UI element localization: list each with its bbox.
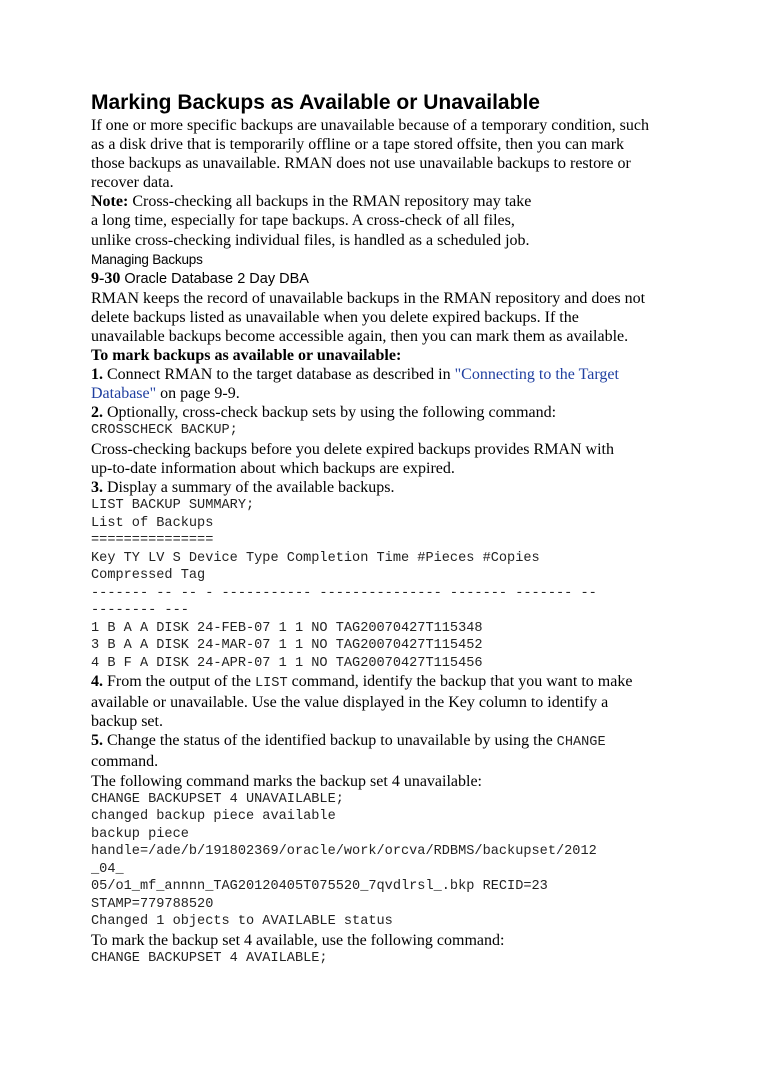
inline-code: LIST xyxy=(254,676,288,692)
step-number: 5. xyxy=(91,732,103,750)
step-text: Connect RMAN to the target database as described in xyxy=(103,366,455,384)
step-text: Display a summary of the available backups. xyxy=(103,479,395,496)
code-line: 05/o1_mf_annnn_TAG20120405T075520_7qvdlrsl_.bkp RECID=23 xyxy=(91,879,548,895)
code-line: CROSSCHECK BACKUP; xyxy=(91,423,238,439)
running-header-page xyxy=(91,269,691,289)
code-line: CHANGE BACKUPSET 4 UNAVAILABLE; xyxy=(91,791,344,807)
intro-paragraph xyxy=(91,116,691,192)
step-text: From the output of the xyxy=(103,673,255,691)
code-line: changed backup piece available xyxy=(91,809,336,825)
connecting-target-link[interactable]: "Connecting to the Target xyxy=(454,366,619,384)
text-line: RMAN keeps the record of unavailable backups in the RMAN repository and does not xyxy=(91,289,646,307)
code-line: CHANGE BACKUPSET 4 AVAILABLE; xyxy=(91,950,328,966)
text-line: Cross-checking backups before you delete expired backups provides RMAN with xyxy=(91,440,614,458)
code-block xyxy=(91,791,691,931)
note-label: Note: xyxy=(91,193,129,211)
note-text: unlike cross-checking individual files, is handled as a scheduled job. xyxy=(91,231,530,249)
text-line: backup set. xyxy=(91,713,163,731)
code-line: 3 B A A DISK 24-MAR-07 1 1 NO TAG20070427T115452 xyxy=(91,638,483,654)
connecting-target-link[interactable]: Database" xyxy=(91,385,157,403)
step-5 xyxy=(91,731,691,752)
code-line: handle=/ade/b/191802369/oracle/work/orcva/RDBMS/backupset/2012 xyxy=(91,844,597,860)
text-line: The following command marks the backup set 4 unavailable: xyxy=(91,772,482,790)
text-line: delete backups listed as unavailable when you delete expired backups. If the xyxy=(91,308,579,326)
code-block xyxy=(91,497,691,672)
text-line: If one or more specific backups are unavailable because of a temporary condition, such xyxy=(91,117,649,134)
text-line: To mark the backup set 4 available, use the following command: xyxy=(91,931,505,949)
body-paragraph xyxy=(91,289,691,346)
text-line: those backups as unavailable. RMAN does not use unavailable backups to restore or xyxy=(91,155,631,173)
code-line: ------- -- -- - ----------- --------------- ------- ------- -- xyxy=(91,585,597,601)
code-line: Compressed Tag xyxy=(91,568,206,584)
code-line: -------- --- xyxy=(91,603,189,619)
text-line: unavailable backups become accessible again, then you can mark them as available. xyxy=(91,327,629,345)
code-line: LIST BACKUP SUMMARY; xyxy=(91,498,255,514)
step-number: 4. xyxy=(91,673,103,691)
step-number: 3. xyxy=(91,479,103,496)
code-line: backup piece xyxy=(91,826,189,842)
text-line: available or unavailable. Use the value displayed in the Key column to identify a xyxy=(91,694,609,712)
text-line: command. xyxy=(91,753,159,771)
note-text: a long time, especially for tape backups. A cross-check of all files, xyxy=(91,212,515,230)
code-line: =============== xyxy=(91,533,214,549)
book-title: Oracle Database 2 Day DBA xyxy=(120,270,309,287)
step-text: Change the status of the identified backup to unavailable by using the xyxy=(103,732,557,750)
step-text: Optionally, cross-check backup sets by using the following command: xyxy=(103,404,557,422)
note-text: Cross-checking all backups in the RMAN repository may take xyxy=(128,193,532,211)
step-4 xyxy=(91,672,691,693)
step-3 xyxy=(91,478,691,497)
step-text: on page 9-9. xyxy=(156,385,240,403)
step-text: command, identify the backup that you want to make xyxy=(287,673,633,691)
code-line: Key TY LV S Device Type Completion Time #Pieces #Copies xyxy=(91,550,540,566)
procedure-heading: To mark backups as available or unavailable: xyxy=(91,346,402,364)
code-line: Changed 1 objects to AVAILABLE status xyxy=(91,914,393,930)
step-number: 2. xyxy=(91,404,103,422)
step-2 xyxy=(91,403,691,422)
note-block xyxy=(91,192,691,249)
step-number: 1. xyxy=(91,366,103,384)
code-line: 1 B A A DISK 24-FEB-07 1 1 NO TAG20070427T115348 xyxy=(91,620,483,636)
code-line: STAMP=779788520 xyxy=(91,896,214,912)
code-line: 4 B F A DISK 24-APR-07 1 1 NO TAG20070427T115456 xyxy=(91,655,483,671)
inline-code: CHANGE xyxy=(556,735,606,751)
step-1 xyxy=(91,365,691,384)
text-line: recover data. xyxy=(91,174,174,192)
code-line: List of Backups xyxy=(91,515,214,531)
document-page xyxy=(91,90,691,967)
page-number: 9-30 xyxy=(91,269,121,287)
text-line: as a disk drive that is temporarily offline or a tape stored offsite, then you can mark xyxy=(91,136,625,154)
code-line: _04_ xyxy=(91,861,124,877)
text-line: up-to-date information about which backups are expired. xyxy=(91,459,455,477)
running-header-section: Managing Backups xyxy=(91,251,203,267)
page-title: Marking Backups as Available or Unavailable xyxy=(91,91,540,114)
